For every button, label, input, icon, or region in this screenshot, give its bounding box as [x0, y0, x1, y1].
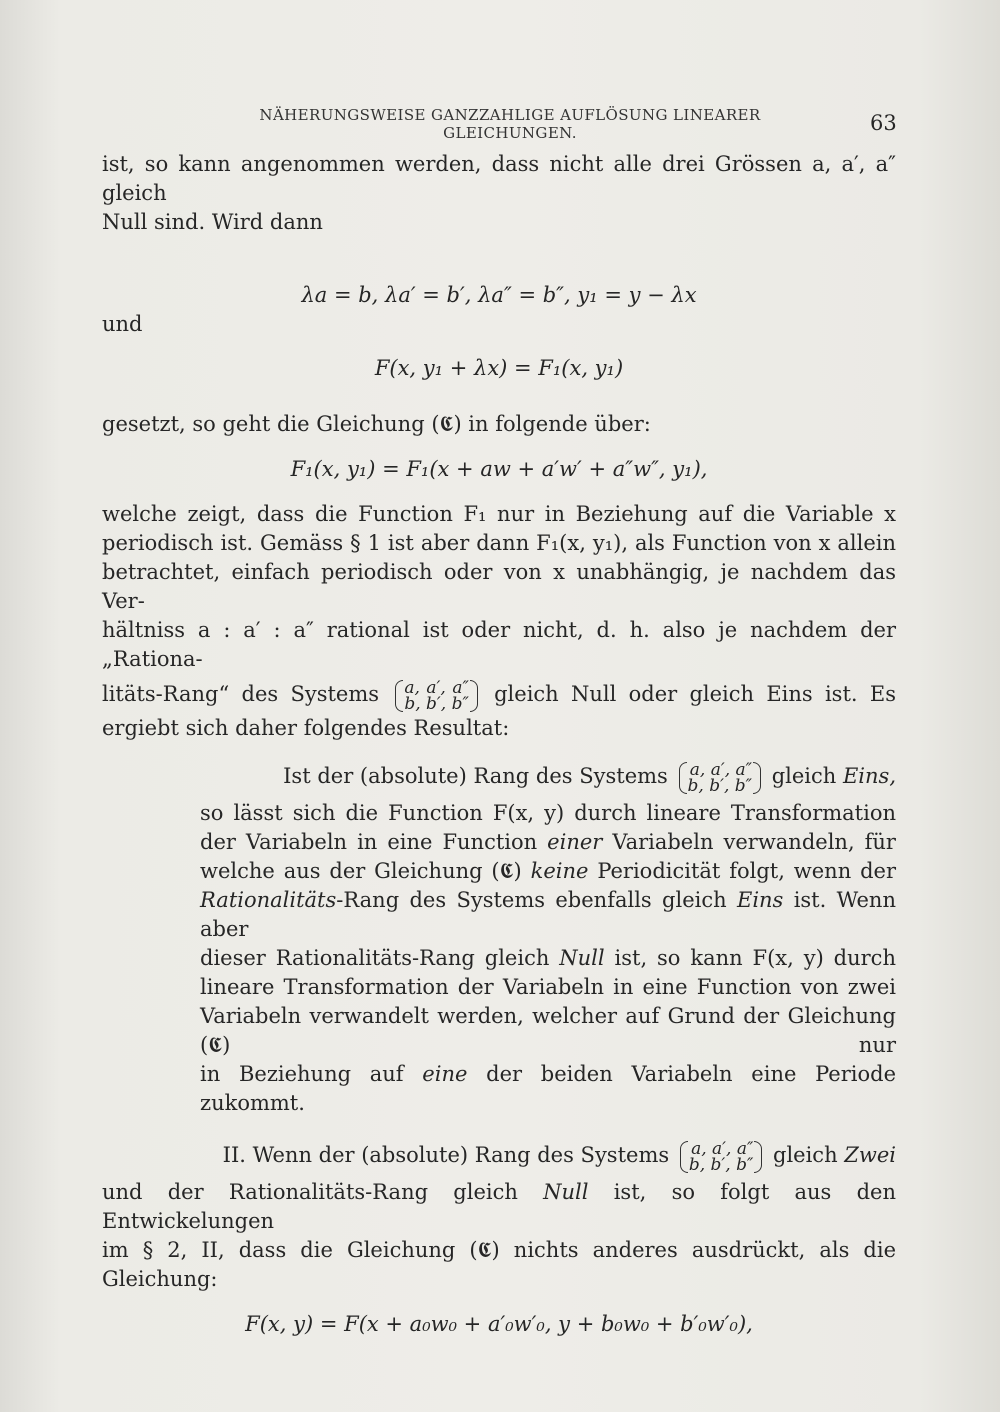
running-title: NÄHERUNGSWEISE GANZZAHLIGE AUFLÖSUNG LINEARER GLEICHUNGEN.	[259, 106, 761, 142]
theorem-line7: lineare Transformation der Variabeln in eine Function von zwei	[200, 975, 896, 999]
theorem-line3-b: Variabeln verwandeln, für	[612, 830, 896, 854]
theorem-line1-before: Ist der (absolute) Rang des Systems	[283, 764, 668, 788]
section2-line2	[102, 1178, 896, 1236]
para1-line1: ist, so kann angenommen werden, dass nicht alle drei Grössen a, a′, a″ gleich	[102, 152, 896, 205]
theorem-line1-gleich: gleich	[771, 764, 837, 788]
matrix-2-row-2: b, b′, b″	[687, 775, 752, 796]
section2-line1-before: II. Wenn der (absolute) Rang des Systems	[222, 1143, 670, 1167]
theorem-1	[200, 753, 896, 1118]
theorem-line6-a: dieser Rationalitäts-Rang gleich	[200, 946, 550, 970]
para3	[102, 500, 896, 743]
para3-line3: betrachtet, einfach periodisch oder von x unabhängig, je nachdem das Ver-	[102, 560, 896, 613]
section2-line1	[102, 1132, 896, 1178]
para3-line5-before: litäts-Rang“ des Systems	[102, 682, 380, 706]
equation-2: F(x, y₁ + λx) = F₁(x, y₁)	[374, 356, 624, 380]
theorem-line3-em: einer	[547, 830, 603, 854]
theorem-line5	[200, 886, 896, 944]
theorem-line6-em: Null	[559, 946, 605, 970]
section2-line2-b: ist, so folgt aus den Entwickelungen	[102, 1180, 896, 1233]
theorem-line4-em: keine	[530, 859, 589, 883]
system-matrix	[395, 677, 477, 714]
page-number: 63	[870, 111, 897, 135]
matrix-3-row-2: b, b′, b″	[688, 1154, 754, 1175]
system-matrix-2	[679, 759, 761, 796]
para3-line5	[102, 674, 896, 714]
para1-line2: Null sind. Wird dann	[102, 210, 323, 234]
theorem-line5-em2: Eins	[736, 888, 784, 912]
theorem-line9-a: in Beziehung auf	[200, 1062, 404, 1086]
theorem-line4-a: welche aus der Gleichung (𝕮)	[200, 859, 522, 883]
theorem-line3	[200, 828, 896, 857]
para3-line6: ergiebt sich daher folgendes Resultat:	[102, 716, 510, 740]
para2: gesetzt, so geht die Gleichung (𝕮) in folgende über:	[102, 412, 651, 436]
theorem-line9	[200, 1060, 896, 1118]
para3-line5-after: gleich Null oder gleich Eins ist. Es	[494, 682, 896, 706]
theorem-line5-a: -Rang des Systems ebenfalls gleich	[336, 888, 727, 912]
page-body	[102, 150, 896, 1339]
theorem-line6	[200, 944, 896, 973]
theorem-line5-b: ist. Wenn aber	[200, 888, 896, 941]
section-2	[102, 1132, 896, 1294]
theorem-line9-em: eine	[422, 1062, 468, 1086]
theorem-line1-eins: Eins,	[842, 764, 896, 788]
section2-line1-zwei: Zwei	[844, 1143, 896, 1167]
section2-line1-gleich: gleich	[773, 1143, 838, 1167]
equation-3: F₁(x, y₁) = F₁(x + aw + a′w′ + a″w″, y₁),	[290, 457, 708, 481]
theorem-line9-b: der beiden Variabeln eine Periode zukommt.	[200, 1062, 896, 1115]
matrix-3-row-1: a, a′, a″	[691, 1138, 754, 1159]
theorem-line1	[200, 753, 896, 799]
section2-line2-em: Null	[543, 1180, 589, 1204]
theorem-line3-a: der Variabeln in eine Function	[200, 830, 538, 854]
theorem-line2: so lässt sich die Function F(x, y) durch lineare Transformation	[200, 801, 896, 825]
theorem-line6-b: ist, so kann F(x, y) durch	[614, 946, 896, 970]
equation-4: F(x, y) = F(x + a₀w₀ + a′₀w′₀, y + b₀w₀ + b′₀w′₀),	[245, 1312, 753, 1336]
para3-line4: hältniss a : a′ : a″ rational ist oder nicht, d. h. also je nachdem der „Rationa-	[102, 618, 896, 671]
equation-1: λa = b, λa′ = b′, λa″ = b″, y₁ = y − λx	[301, 283, 697, 307]
system-matrix-3	[680, 1138, 762, 1175]
para3-line1: welche zeigt, dass die Function F₁ nur in Beziehung auf die Variable x	[102, 502, 896, 526]
para3-line2: periodisch ist. Gemäss § 1 ist aber dann F₁(x, y₁), als Function von x allein	[102, 531, 896, 555]
word-und: und	[102, 312, 143, 336]
theorem-line4-b: Periodicität folgt, wenn der	[597, 859, 896, 883]
section2-line2-a: und der Rationalitäts-Rang gleich	[102, 1180, 518, 1204]
section2-line3: im § 2, II, dass die Gleichung (𝕮) nichts anderes ausdrückt, als die Gleichung:	[102, 1238, 896, 1291]
theorem-line5-em1: Rationalitäts	[200, 888, 337, 912]
theorem-line8: Variabeln verwandelt werden, welcher auf Grund der Gleichung (𝕮) nur	[200, 1004, 896, 1057]
matrix-2-row-1: a, a′, a″	[689, 759, 752, 780]
matrix-row-2: b, b′, b″	[404, 693, 469, 714]
theorem-line4	[200, 857, 896, 886]
matrix-row-1: a, a′, a″	[404, 677, 469, 698]
